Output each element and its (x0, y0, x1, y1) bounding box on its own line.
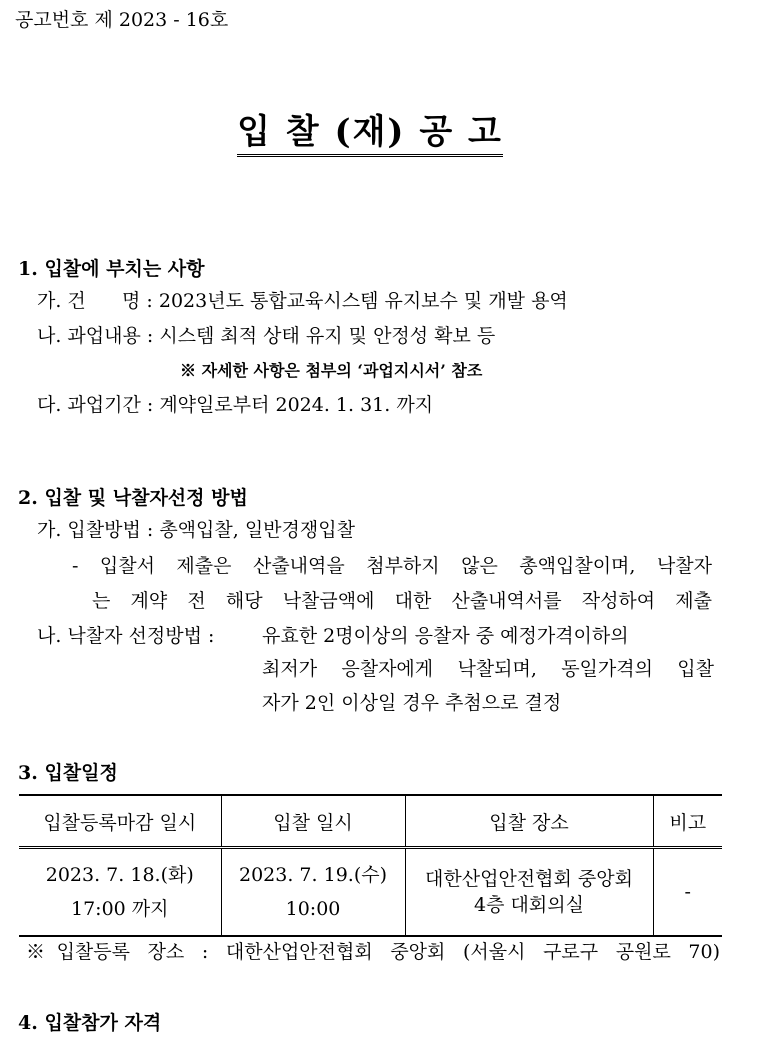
section3-heading: 3. 입찰일정 (18, 762, 118, 784)
section2-item-na-line2: 최저가 응찰자에게 낙찰되며, 동일가격의 입찰 (262, 658, 714, 680)
table-header-cell: 입찰등록마감 일시 (19, 795, 221, 848)
section2-item-ga: 가. 입찰방법 : 총액입찰, 일반경쟁입찰 (37, 519, 355, 541)
section2-item-na-label: 나. 낙찰자 선정방법 : (37, 625, 215, 647)
schedule-table (19, 794, 722, 937)
section2-dash-line1: - 입찰서 제출은 산출내역을 첨부하지 않은 총액입찰이며, 낙찰자 (72, 555, 712, 577)
section2-heading: 2. 입찰 및 낙찰자선정 방법 (18, 487, 248, 509)
section1-item-na: 나. 과업내용 : 시스템 최적 상태 유지 및 안정성 확보 등 (37, 325, 496, 347)
bid-date: 2023. 7. 19.(수) (239, 864, 387, 886)
deadline-cell (19, 848, 221, 937)
bid-date-cell (221, 848, 405, 937)
section2-dash-line2: 는 계약 전 해당 낙찰금액에 대한 산출내역서를 작성하여 제출 (92, 590, 712, 612)
deadline-date: 2023. 7. 18.(화) (45, 864, 194, 886)
remark-cell: - (653, 848, 722, 937)
section1-note: ※ 자세한 사항은 첨부의 ‘과업지시서’ 참조 (180, 361, 483, 380)
table-header-cell: 입찰 장소 (405, 795, 653, 848)
section1-item-ga: 가. 건 명 : 2023년도 통합교육시스템 유지보수 및 개발 용역 (37, 290, 568, 312)
section1-item-da: 다. 과업기간 : 계약일로부터 2024. 1. 31. 까지 (37, 394, 434, 416)
section1-heading: 1. 입찰에 부치는 사항 (18, 258, 205, 280)
place-cell (405, 848, 653, 937)
place-name: 대한산업안전협회 중앙회 (425, 868, 633, 890)
table-header-cell: 비고 (653, 795, 722, 848)
bid-time: 10:00 (285, 898, 341, 920)
section2-item-na-line3: 자가 2인 이상일 경우 추첨으로 결정 (262, 692, 562, 714)
table-header-row (19, 795, 722, 848)
notice-number: 공고번호 제 2023 - 16호 (15, 9, 229, 31)
deadline-time: 17:00 까지 (70, 898, 169, 920)
place-room: 4층 대회의실 (474, 894, 584, 916)
table-row (19, 848, 722, 937)
section4-heading: 4. 입찰참가 자격 (18, 1012, 162, 1034)
page-title: 입 찰 (재) 공 고 (0, 104, 740, 153)
table-header-cell: 입찰 일시 (221, 795, 405, 848)
registration-footnote: ※입찰등록 장소 : 대한산업안전협회 중앙회 (서울시 구로구 공원로 70) (26, 941, 720, 963)
section2-item-na-line1: 유효한 2명이상의 응찰자 중 예정가격이하의 (262, 625, 629, 647)
